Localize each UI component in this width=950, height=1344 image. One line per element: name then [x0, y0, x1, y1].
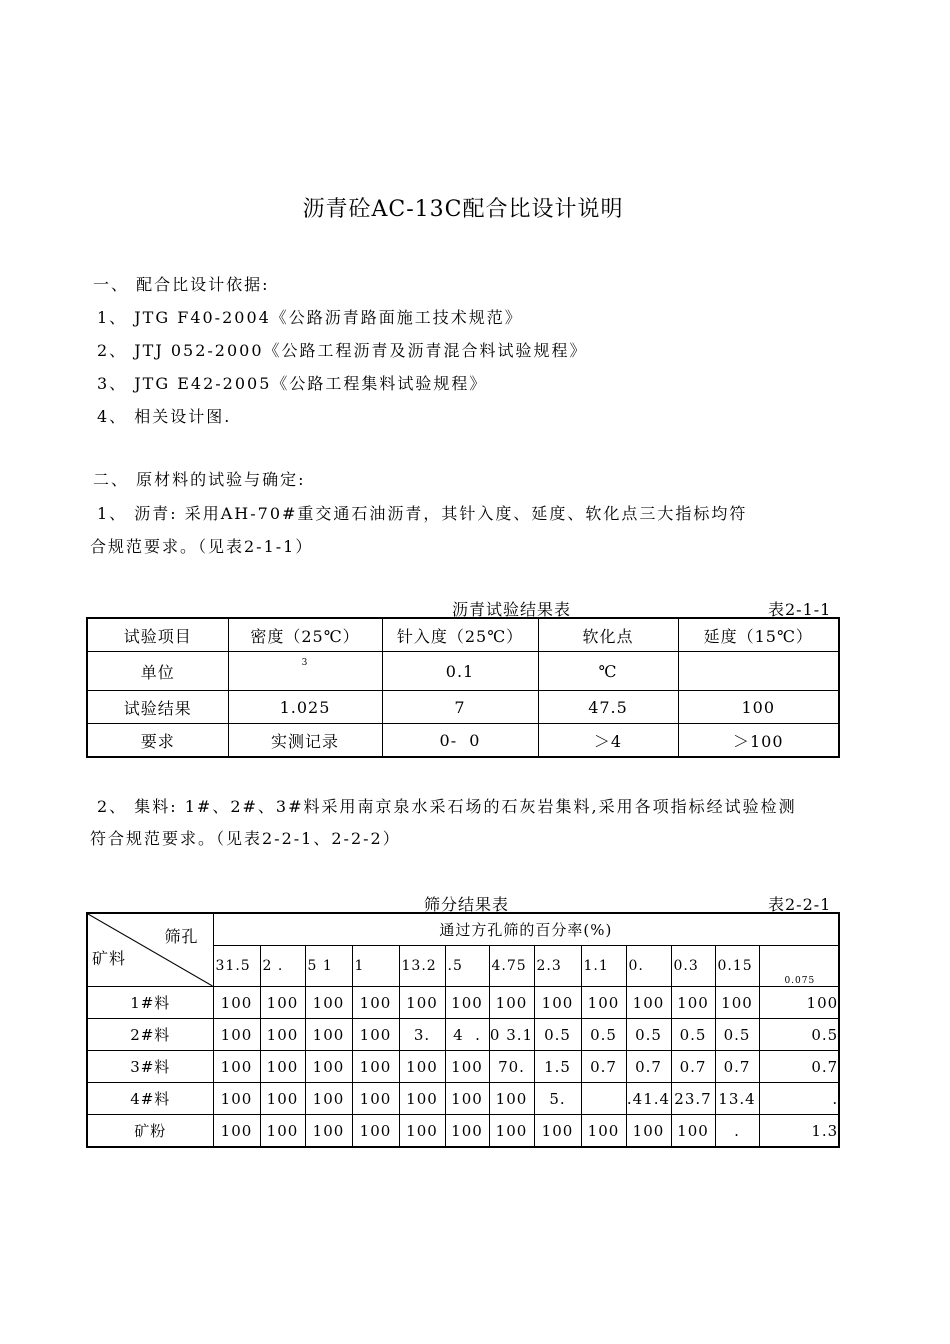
table-cell: ℃ — [538, 652, 678, 691]
table-row — [87, 724, 839, 758]
sieve-size-cell: 5 1 — [305, 946, 352, 987]
passing-value-cell: 100 — [213, 987, 260, 1019]
table-row — [87, 1083, 839, 1115]
sieve-size-cell: 13.2 — [399, 946, 445, 987]
material-name-cell: 2#料 — [87, 1019, 213, 1051]
sieve-size-cell: .5 — [445, 946, 489, 987]
sieve-size-cell: 31.5 — [213, 946, 260, 987]
material-name-cell: 1#料 — [87, 987, 213, 1019]
passing-value-cell: 100 — [626, 987, 671, 1019]
table-cell: 7 — [382, 691, 538, 724]
passing-value-cell: 0.7 — [671, 1051, 715, 1083]
table-row — [87, 1051, 839, 1083]
passing-value-cell: 100 — [352, 1051, 399, 1083]
header-cell: 试验项目 — [87, 618, 228, 652]
corner-bottom-label: 矿料 — [92, 949, 127, 968]
basis-item-4: 4、 相关设计图. — [97, 407, 232, 426]
table-cell: 单位 — [87, 652, 228, 691]
passing-value-cell: . — [759, 1083, 839, 1115]
passing-value-cell: 23.7 — [671, 1083, 715, 1115]
table-cell: ＞4 — [538, 724, 678, 758]
passing-value-cell: 0.7 — [581, 1051, 626, 1083]
passing-value-cell: 70. — [489, 1051, 534, 1083]
passing-value-cell: 13.4 — [715, 1083, 759, 1115]
passing-value-cell: 0.5 — [534, 1019, 581, 1051]
sieve-size-cell: 0.15 — [715, 946, 759, 987]
header-cell: 密度（25℃） — [228, 618, 382, 652]
table-header-row — [87, 618, 839, 652]
table-cell: 100 — [678, 691, 839, 724]
passing-value-cell: 0.5 — [759, 1019, 839, 1051]
table-cell: 0.1 — [382, 652, 538, 691]
passing-value-cell: 100 — [305, 1051, 352, 1083]
passing-value-cell: 100 — [352, 1115, 399, 1148]
section1-heading: 一、 配合比设计依据: — [93, 275, 270, 294]
table2-label: 表2-2-1 — [768, 895, 832, 914]
passing-value-cell: 100 — [489, 1083, 534, 1115]
passing-value-cell: 1.5 — [534, 1051, 581, 1083]
passing-value-cell: 100 — [305, 1019, 352, 1051]
basis-item-2: 2、 JTJ 052-2000《公路工程沥青及沥青混合料试验规程》 — [97, 341, 588, 360]
sieve-size-cell: 4.75 — [489, 946, 534, 987]
passing-value-cell: 100 — [260, 1019, 305, 1051]
table-row — [87, 987, 839, 1019]
passing-value-cell: 100 — [671, 987, 715, 1019]
passing-value-cell: 100 — [759, 987, 839, 1019]
passing-value-cell: 0.7 — [626, 1051, 671, 1083]
passing-value-cell: 100 — [581, 987, 626, 1019]
sieve-result-table — [86, 912, 840, 1148]
passing-value-cell: 100 — [260, 987, 305, 1019]
header-cell: 软化点 — [538, 618, 678, 652]
material-name-cell: 4#料 — [87, 1083, 213, 1115]
table-cell: 实测记录 — [228, 724, 382, 758]
table-cell: 1.025 — [228, 691, 382, 724]
passing-value-cell: 100 — [352, 987, 399, 1019]
basis-item-1: 1、 JTG F40-2004《公路沥青路面施工技术规范》 — [97, 308, 523, 327]
table-cell: 47.5 — [538, 691, 678, 724]
table-row — [87, 1115, 839, 1148]
passing-value-cell: 100 — [534, 987, 581, 1019]
table-cell — [678, 652, 839, 691]
table2-caption: 筛分结果表 — [424, 895, 510, 914]
passing-value-cell: 100 — [489, 987, 534, 1019]
table-cell: 试验结果 — [87, 691, 228, 724]
table-cell: 要求 — [87, 724, 228, 758]
material-name-cell: 3#料 — [87, 1051, 213, 1083]
passing-value-cell: 100 — [305, 1083, 352, 1115]
passing-value-cell — [581, 1083, 626, 1115]
passing-value-cell: 100 — [352, 1019, 399, 1051]
material-name-cell: 矿粉 — [87, 1115, 213, 1148]
passing-value-cell: 100 — [260, 1051, 305, 1083]
table-cell: 3 — [228, 652, 382, 691]
passing-value-cell: 100 — [445, 1051, 489, 1083]
passing-value-cell: 100 — [399, 987, 445, 1019]
asphalt-test-table — [86, 617, 840, 758]
passing-value-cell: 100 — [445, 987, 489, 1019]
passing-value-cell: 100 — [213, 1083, 260, 1115]
passing-value-cell: 100 — [260, 1083, 305, 1115]
passing-value-cell: 100 — [352, 1083, 399, 1115]
table-cell: ＞100 — [678, 724, 839, 758]
passing-value-cell: 100 — [213, 1019, 260, 1051]
page-title: 沥青砼AC-13C配合比设计说明 — [302, 197, 624, 222]
table-row — [87, 691, 839, 724]
passing-value-cell: 100 — [534, 1115, 581, 1148]
aggregate-paragraph-line2: 符合规范要求。（见表2-2-1、2-2-2） — [90, 829, 401, 848]
passing-value-cell: 3. — [399, 1019, 445, 1051]
passing-value-cell: 4 . — [445, 1019, 489, 1051]
passing-value-cell: 100 — [581, 1115, 626, 1148]
passing-value-cell: 0.7 — [759, 1051, 839, 1083]
header-cell: 针入度（25℃） — [382, 618, 538, 652]
sieve-size-cell: 1.1 — [581, 946, 626, 987]
header-cell: 延度（15℃） — [678, 618, 839, 652]
sieve-size-cell: 2.3 — [534, 946, 581, 987]
table-row — [87, 652, 839, 691]
table1-caption: 沥青试验结果表 — [452, 600, 572, 619]
passing-value-cell: 100 — [213, 1051, 260, 1083]
passing-value-cell: 0.5 — [715, 1019, 759, 1051]
sieve-size-cell: 0. — [626, 946, 671, 987]
passing-value-cell: 100 — [671, 1115, 715, 1148]
table1-label: 表2-1-1 — [768, 600, 832, 619]
passing-value-cell: 0 3.1 — [489, 1019, 534, 1051]
passing-value-cell: 100 — [305, 1115, 352, 1148]
passing-value-cell: 0.5 — [671, 1019, 715, 1051]
passing-value-cell: 100 — [260, 1115, 305, 1148]
asphalt-paragraph-line1: 1、 沥青: 采用AH-70#重交通石油沥青，其针入度、延度、软化点三大指标均符 — [97, 504, 748, 523]
passing-value-cell: 100 — [445, 1115, 489, 1148]
basis-item-3: 3、 JTG E42-2005《公路工程集料试验规程》 — [97, 374, 488, 393]
passing-value-cell: 100 — [626, 1115, 671, 1148]
passing-value-cell: 0.7 — [715, 1051, 759, 1083]
sieve-size-cell: 2 . — [260, 946, 305, 987]
asphalt-paragraph-line2: 合规范要求。（见表2-1-1） — [90, 537, 314, 556]
passing-value-cell: 0.5 — [626, 1019, 671, 1051]
passing-value-cell: 100 — [399, 1115, 445, 1148]
sieve-size-cell: 0.3 — [671, 946, 715, 987]
corner-top-label: 筛孔 — [164, 927, 199, 946]
passing-value-cell: 100 — [715, 987, 759, 1019]
passing-value-cell: 100 — [305, 987, 352, 1019]
aggregate-paragraph-line1: 2、 集料: 1#、2#、3#料采用南京泉水采石场的石灰岩集料,采用各项指标经试验检测 — [97, 797, 797, 816]
passing-value-cell: .41.4 — [626, 1083, 671, 1115]
corner-header-cell — [87, 913, 213, 987]
passing-value-cell: 100 — [399, 1051, 445, 1083]
passing-value-cell: 100 — [445, 1083, 489, 1115]
passing-value-cell: 5. — [534, 1083, 581, 1115]
span-header: 通过方孔筛的百分率(%) — [213, 913, 839, 946]
passing-value-cell: 1.3 — [759, 1115, 839, 1148]
passing-value-cell: 0.5 — [581, 1019, 626, 1051]
table-header-row — [87, 913, 839, 946]
sieve-size-cell: 0.075 — [759, 946, 839, 987]
passing-value-cell: 100 — [399, 1083, 445, 1115]
passing-value-cell: . — [715, 1115, 759, 1148]
sieve-size-cell: 1 — [352, 946, 399, 987]
passing-value-cell: 100 — [489, 1115, 534, 1148]
passing-value-cell: 100 — [213, 1115, 260, 1148]
table-cell: 0- 0 — [382, 724, 538, 758]
section2-heading: 二、 原材料的试验与确定: — [93, 470, 306, 489]
table-row — [87, 1019, 839, 1051]
